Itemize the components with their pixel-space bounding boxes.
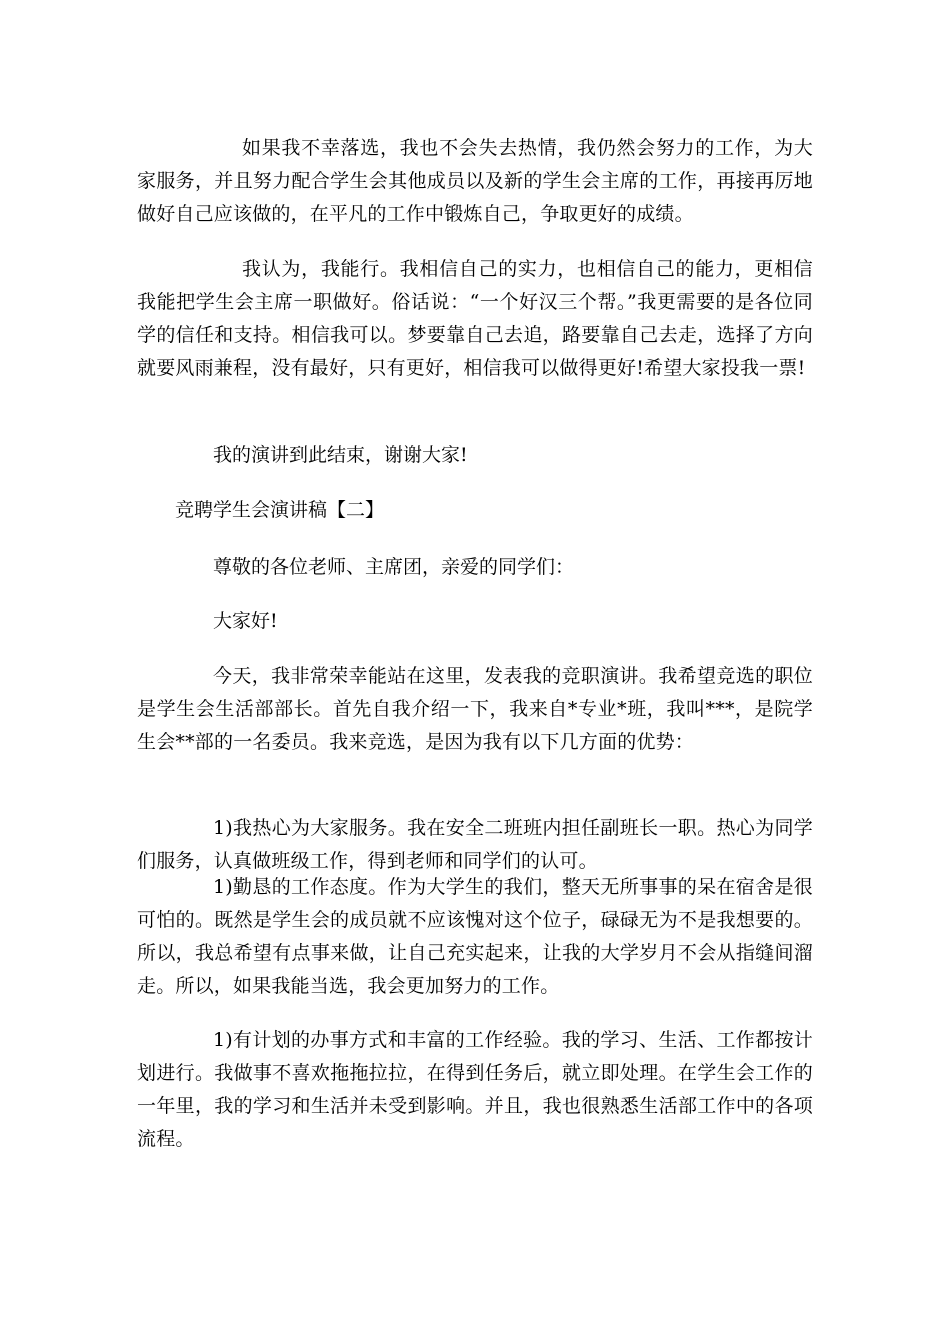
section-heading: 竞聘学生会演讲稿【二】 xyxy=(175,499,385,521)
paragraph-advantage-service: 1)我热心为大家服务。我在安全二班班内担任副班长一职。热心为同学们服务，认真做班级工作，得到老师和同学们的认可。 xyxy=(137,817,813,872)
paragraph-salutation: 尊敬的各位老师、主席团，亲爱的同学们： xyxy=(213,556,575,578)
paragraph-advantage-planning: 1)有计划的办事方式和丰富的工作经验。我的学习、生活、工作都按计划进行。我做事不喜欢拖拖拉拉，在得到任务后，就立即处理。在学生会工作的一年里，我的学习和生活并未受到影响。并且，我也很熟悉生活部工作中的各项流程。 xyxy=(137,1029,813,1150)
paragraph-greeting: 大家好! xyxy=(213,610,278,632)
paragraph-introduction: 今天，我非常荣幸能站在这里，发表我的竞职演讲。我希望竞选的职位是学生会生活部部长。首先自我介绍一下，我来自*专业*班，我叫***，是院学生会**部的一名委员。我来竞选，是因为我有以下几方面的优势： xyxy=(137,665,813,753)
paragraph-closing: 我的演讲到此结束，谢谢大家! xyxy=(213,444,468,466)
paragraph-i-can-do-it: 我认为，我能行。我相信自己的实力，也相信自己的能力，更相信我能把学生会主席一职做好。俗话说：“一个好汉三个帮。”我更需要的是各位同学的信任和支持。相信我可以。梦要靠自己去追，路要靠自己去走，选择了方向就要风雨兼程，没有最好，只有更好，相信我可以做得更好!希望大家投我一票! xyxy=(137,258,813,379)
paragraph-advantage-attitude: 1)勤恳的工作态度。作为大学生的我们，整天无所事事的呆在宿舍是很可怕的。既然是学生会的成员就不应该愧对这个位子，碌碌无为不是我想要的。所以，我总希望有点事来做，让自己充实起来，让我的大学岁月不会从指缝间溜走。所以，如果我能当选，我会更加努力的工作。 xyxy=(137,876,813,997)
paragraph-if-not-elected: 如果我不幸落选，我也不会失去热情，我仍然会努力的工作，为大家服务，并且努力配合学生会其他成员以及新的学生会主席的工作，再接再厉地做好自己应该做的，在平凡的工作中锻炼自己，争取更好的成绩。 xyxy=(137,137,813,225)
